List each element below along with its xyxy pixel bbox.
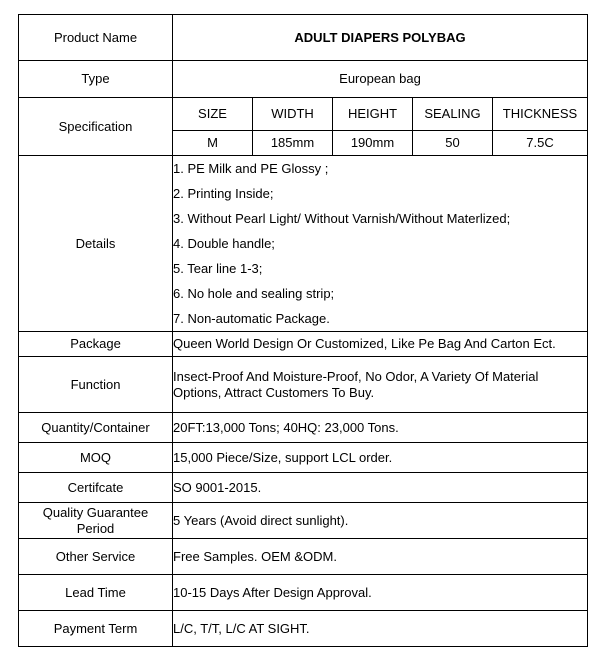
details-item: 7. Non-automatic Package. [173, 311, 330, 326]
guarantee-label-line-2: Period [76, 520, 115, 536]
function-label: Function [19, 357, 173, 413]
package-value: Queen World Design Or Customized, Like Pe Bag And Carton Ect. [173, 332, 588, 357]
lead-time-label: Lead Time [19, 575, 173, 611]
package-label: Package [19, 332, 173, 357]
guarantee-label-line-1: Quality Guarantee [42, 504, 149, 520]
function-line-1: Insect-Proof And Moisture-Proof, No Odor, A Variety Of Material [173, 368, 539, 384]
details-list [173, 156, 588, 332]
row-payment-term [19, 611, 588, 647]
row-moq [19, 443, 588, 473]
details-item: 6. No hole and sealing strip; [173, 286, 335, 301]
spec-header-size: SIZE [173, 98, 253, 131]
type-label: Type [19, 61, 173, 98]
row-details [19, 156, 588, 332]
specification-label: Specification [19, 98, 173, 156]
moq-label: MOQ [19, 443, 173, 473]
type-value: European bag [173, 61, 588, 98]
spec-value-thickness: 7.5C [493, 131, 588, 156]
row-type [19, 61, 588, 98]
details-item: 2. Printing Inside; [173, 186, 274, 201]
other-service-label: Other Service [19, 539, 173, 575]
quantity-value: 20FT:13,000 Tons; 40HQ: 23,000 Tons. [173, 413, 588, 443]
payment-term-label: Payment Term [19, 611, 173, 647]
row-certificate [19, 473, 588, 503]
spec-header-sealing: SEALING [413, 98, 493, 131]
row-guarantee [19, 503, 588, 539]
function-value [173, 357, 588, 413]
payment-term-value: L/C, T/T, L/C AT SIGHT. [173, 611, 588, 647]
product-name-value: ADULT DIAPERS POLYBAG [173, 15, 588, 61]
product-spec-table [18, 14, 588, 647]
quantity-label: Quantity/Container [19, 413, 173, 443]
row-lead-time [19, 575, 588, 611]
product-name-label: Product Name [19, 15, 173, 61]
details-item: 3. Without Pearl Light/ Without Varnish/Without Materlized; [173, 211, 511, 226]
row-function [19, 357, 588, 413]
spec-header-height: HEIGHT [333, 98, 413, 131]
spec-header-thickness: THICKNESS [493, 98, 588, 131]
spec-value-width: 185mm [253, 131, 333, 156]
function-line-2: Options, Attract Customers To Buy. [173, 384, 375, 400]
details-item: 4. Double handle; [173, 236, 275, 251]
row-package [19, 332, 588, 357]
details-item: 5. Tear line 1-3; [173, 261, 263, 276]
details-item: 1. PE Milk and PE Glossy ; [173, 161, 329, 176]
spec-value-height: 190mm [333, 131, 413, 156]
spec-value-sealing: 50 [413, 131, 493, 156]
certificate-label: Certifcate [19, 473, 173, 503]
spec-header-width: WIDTH [253, 98, 333, 131]
row-spec-headers [19, 98, 588, 131]
lead-time-value: 10-15 Days After Design Approval. [173, 575, 588, 611]
guarantee-label [19, 503, 173, 539]
row-other-service [19, 539, 588, 575]
certificate-value: SO 9001-2015. [173, 473, 588, 503]
moq-value: 15,000 Piece/Size, support LCL order. [173, 443, 588, 473]
other-service-value: Free Samples. OEM &ODM. [173, 539, 588, 575]
guarantee-value: 5 Years (Avoid direct sunlight). [173, 503, 588, 539]
row-quantity [19, 413, 588, 443]
details-label: Details [19, 156, 173, 332]
row-product-name [19, 15, 588, 61]
spec-value-size: M [173, 131, 253, 156]
